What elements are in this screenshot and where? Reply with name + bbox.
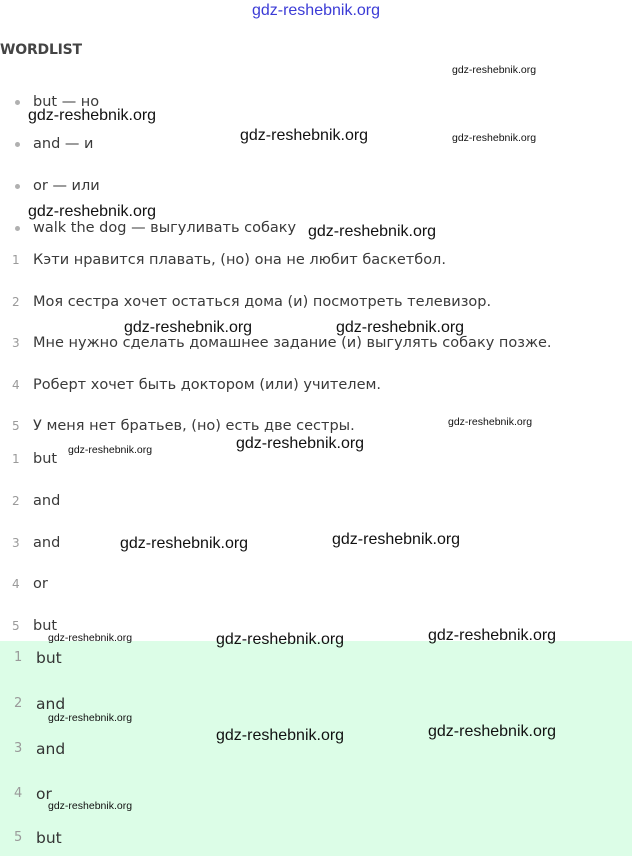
watermark: gdz-reshebnik.org: [28, 107, 157, 124]
bullet-icon: [15, 226, 20, 231]
watermark: gdz-reshebnik.org: [428, 627, 557, 644]
watermark: gdz-reshebnik.org: [332, 531, 461, 548]
watermark: gdz-reshebnik.org: [428, 723, 557, 740]
watermark: gdz-reshebnik.org: [236, 435, 365, 452]
watermark: gdz-reshebnik.org: [452, 64, 537, 76]
section-title: WORDLIST: [0, 42, 82, 58]
highlighted-answers-block: 1 but 2 and 3 and 4 or 5 but: [0, 641, 632, 856]
watermark: gdz-reshebnik.org: [120, 535, 249, 552]
watermark: gdz-reshebnik.org: [216, 631, 345, 648]
bullet-icon: [15, 184, 20, 189]
bullet-icon: [15, 100, 20, 105]
bullet-icon: [15, 142, 20, 147]
watermark: gdz-reshebnik.org: [240, 127, 369, 144]
header-watermark: gdz-reshebnik.org: [251, 2, 381, 19]
watermark: gdz-reshebnik.org: [48, 800, 133, 812]
watermark: gdz-reshebnik.org: [28, 203, 157, 220]
watermark: gdz-reshebnik.org: [48, 632, 133, 644]
watermark: gdz-reshebnik.org: [452, 132, 537, 144]
watermark: gdz-reshebnik.org: [48, 712, 133, 724]
watermark: gdz-reshebnik.org: [336, 319, 465, 336]
watermark: gdz-reshebnik.org: [68, 444, 153, 456]
watermark: gdz-reshebnik.org: [216, 727, 345, 744]
watermark: gdz-reshebnik.org: [124, 319, 253, 336]
watermark: gdz-reshebnik.org: [448, 416, 533, 428]
watermark: gdz-reshebnik.org: [308, 223, 437, 240]
